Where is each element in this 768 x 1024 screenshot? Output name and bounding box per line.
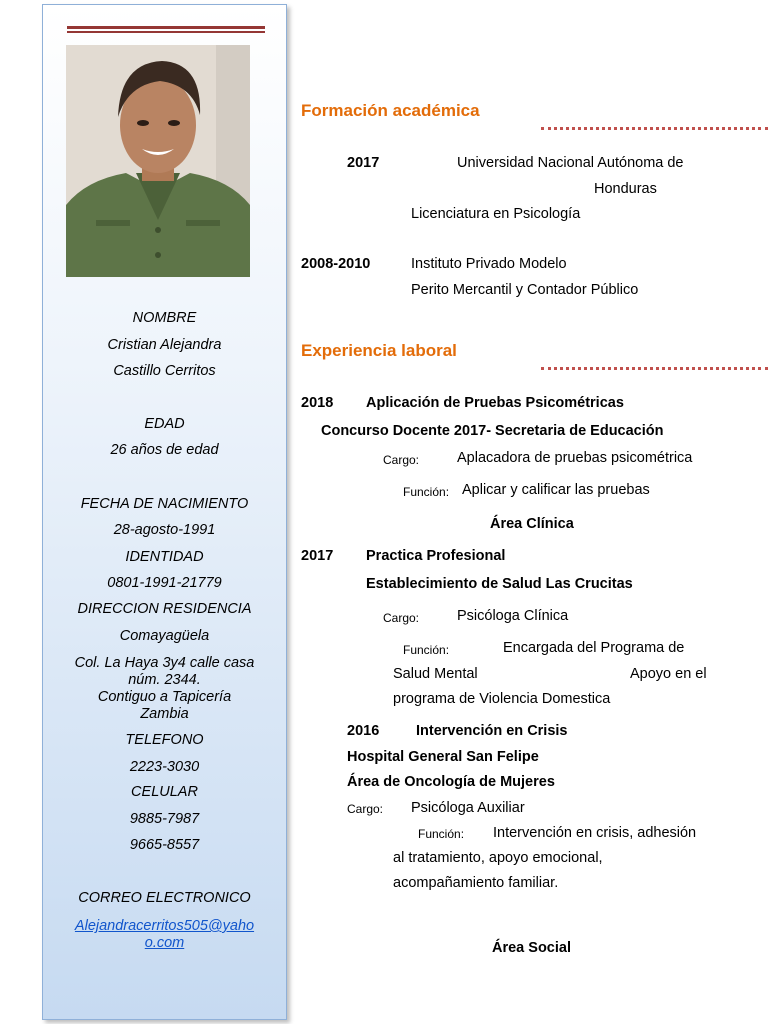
formacion-1-line-2: Honduras xyxy=(594,181,657,197)
direccion-line-4: Zambia xyxy=(140,706,189,722)
job-3-funcion-line-1: Intervención en crisis, adhesión xyxy=(493,825,697,841)
job-3-year: 2016 xyxy=(347,723,380,739)
direccion-city: Comayagüela xyxy=(119,628,210,644)
direccion-line-1: Col. La Haya 3y4 calle casa xyxy=(74,655,255,671)
job-1-funcion-value: Aplicar y calificar las pruebas xyxy=(462,482,650,498)
job-2-funcion-line-1: Encargada del Programa de xyxy=(503,640,685,656)
job-3-funcion-line-3: acompañamiento familiar. xyxy=(393,875,559,891)
job-1-title: Aplicación de Pruebas Psicométricas xyxy=(366,395,624,411)
email-link-line-2[interactable]: o.com xyxy=(144,935,185,951)
profile-photo xyxy=(66,45,250,277)
job-3-place-1: Hospital General San Felipe xyxy=(347,749,539,765)
nombre-line-2: Castillo Cerritos xyxy=(113,363,216,379)
identidad-value: 0801-1991-21779 xyxy=(107,575,222,591)
job-2-year: 2017 xyxy=(301,548,334,564)
correo-label: CORREO ELECTRONICO xyxy=(78,890,251,906)
job-1-cargo-value: Aplacadora de pruebas psicométrica xyxy=(457,450,693,466)
email-link-line-1[interactable]: Alejandracerritos505@yaho xyxy=(74,918,255,934)
nombre-line-1: Cristian Alejandra xyxy=(107,337,222,353)
job-1-area: Área Clínica xyxy=(490,516,574,532)
job-3-place-2: Área de Oncología de Mujeres xyxy=(347,774,555,790)
direccion-line-2: núm. 2344. xyxy=(128,672,201,688)
sidebar-panel xyxy=(42,4,287,1020)
direccion-line-3: Contiguo a Tapicería xyxy=(97,689,232,705)
formacion-1-line-1: Universidad Nacional Autónoma de xyxy=(457,155,684,171)
formacion-2-year: 2008-2010 xyxy=(301,256,371,272)
edad-label: EDAD xyxy=(144,416,185,432)
experiencia-heading: Experiencia laboral xyxy=(301,341,457,360)
job-1-subtitle: Concurso Docente 2017- Secretaria de Educación xyxy=(321,423,664,439)
job-2-funcion-line-3: programa de Violencia Domestica xyxy=(393,691,611,707)
job-2-cargo-value: Psicóloga Clínica xyxy=(457,608,569,624)
job-3-cargo-label: Cargo: xyxy=(347,802,384,816)
fecha-value: 28-agosto-1991 xyxy=(113,522,216,538)
telefono-label: TELEFONO xyxy=(125,732,204,748)
job-1-funcion-label: Función: xyxy=(403,485,450,499)
job-2-subtitle: Establecimiento de Salud Las Crucitas xyxy=(366,576,633,592)
job-3-cargo-value: Psicóloga Auxiliar xyxy=(411,800,525,816)
job-3-title: Intervención en Crisis xyxy=(416,723,568,739)
formacion-heading: Formación académica xyxy=(301,101,480,120)
job-2-title: Practica Profesional xyxy=(366,548,506,564)
formacion-dotted-rule xyxy=(541,127,768,130)
job-1-cargo-label: Cargo: xyxy=(383,453,420,467)
celular-label: CELULAR xyxy=(131,784,198,800)
job-2-funcion-label: Función: xyxy=(403,643,450,657)
formacion-1-line-3: Licenciatura en Psicología xyxy=(411,206,581,222)
area-social: Área Social xyxy=(492,940,571,956)
formacion-1-year: 2017 xyxy=(347,155,380,171)
direccion-label: DIRECCION RESIDENCIA xyxy=(77,601,252,617)
job-1-year: 2018 xyxy=(301,395,334,411)
celular-value-2: 9665-8557 xyxy=(129,837,200,853)
formacion-2-line-2: Perito Mercantil y Contador Público xyxy=(411,282,639,298)
job-3-funcion-line-2: al tratamiento, apoyo emocional, xyxy=(393,850,603,866)
job-3-funcion-label: Función: xyxy=(418,827,465,841)
sidebar-top-rule xyxy=(67,26,265,33)
telefono-value: 2223-3030 xyxy=(129,759,200,775)
job-2-funcion-line-2b: Apoyo en el xyxy=(630,666,707,682)
celular-value-1: 9885-7987 xyxy=(129,811,200,827)
edad-value: 26 años de edad xyxy=(110,442,219,458)
nombre-label: NOMBRE xyxy=(132,310,197,326)
identidad-label: IDENTIDAD xyxy=(125,549,204,565)
job-2-funcion-line-2a: Salud Mental xyxy=(393,666,478,682)
fecha-label: FECHA DE NACIMIENTO xyxy=(80,496,249,512)
formacion-2-line-1: Instituto Privado Modelo xyxy=(411,256,567,272)
experiencia-dotted-rule xyxy=(541,367,768,370)
job-2-cargo-label: Cargo: xyxy=(383,611,420,625)
